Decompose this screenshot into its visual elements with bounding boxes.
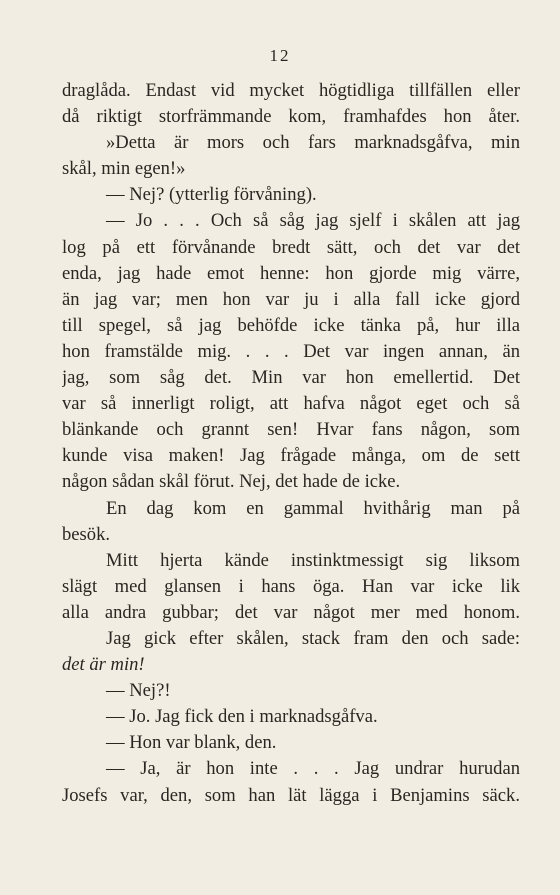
text-line: — Ja, är hon inte . . . Jag undrar hurudan [106, 758, 520, 780]
text-line: alla andra gubbar; det var något mer med honom. [62, 601, 520, 623]
text-line: log på ett förvånande bredt sätt, och det var det [62, 236, 520, 258]
page-number: 12 [269, 46, 291, 65]
text-line: slägt med glansen i hans öga. Han var icke lik [62, 575, 520, 597]
text-line: var så innerligt roligt, att hafva något eget och så [62, 393, 520, 415]
text-line: En dag kom en gammal hvithårig man på [106, 497, 520, 519]
text-line: draglåda. Endast vid mycket högtidliga tillfällen eller [62, 80, 520, 101]
text-line: hon framstälde mig. . . . Det var ingen annan, än [62, 340, 520, 362]
text-line: någon sådan skål förut. Nej, det hade de icke. [62, 471, 401, 493]
text-line: det är min! [62, 654, 145, 676]
text-line: — Nej? (ytterlig förvåning). [106, 184, 317, 206]
text-line: då riktigt storfrämmande kom, framhafdes hon åter. [62, 106, 520, 128]
text-line: kunde visa maken! Jag frågade många, om de sett [62, 445, 520, 467]
text-line: än jag var; men hon var ju i alla fall icke gjord [62, 288, 520, 310]
text-line: besök. [62, 523, 111, 545]
text-line: jag, som såg det. Min var hon emellertid. Det [62, 367, 520, 389]
text-line: blänkande och grannt sen! Hvar fans någon, som [62, 419, 520, 441]
text-line: Josefs var, den, som han lät lägga i Benjamins säck. [62, 784, 520, 806]
body-text [62, 78, 520, 809]
text-line: till spegel, så jag behöfde icke tänka på, hur illa [62, 314, 520, 336]
text-line: — Nej?! [106, 680, 171, 702]
text-line: — Hon var blank, den. [106, 732, 277, 754]
text-line: Jag gick efter skålen, stack fram den och sade: [106, 627, 520, 649]
text-line: — Jo . . . Och så såg jag sjelf i skålen att jag [106, 210, 520, 232]
text-line: »Detta är mors och fars marknadsgåfva, min [106, 132, 520, 154]
text-line: enda, jag hade emot henne: hon gjorde mig värre, [62, 262, 520, 284]
text-line: — Jo. Jag fick den i marknadsgåfva. [106, 706, 378, 728]
text-line: Mitt hjerta kände instinktmessigt sig liksom [106, 549, 520, 571]
text-line: skål, min egen!» [62, 158, 186, 180]
